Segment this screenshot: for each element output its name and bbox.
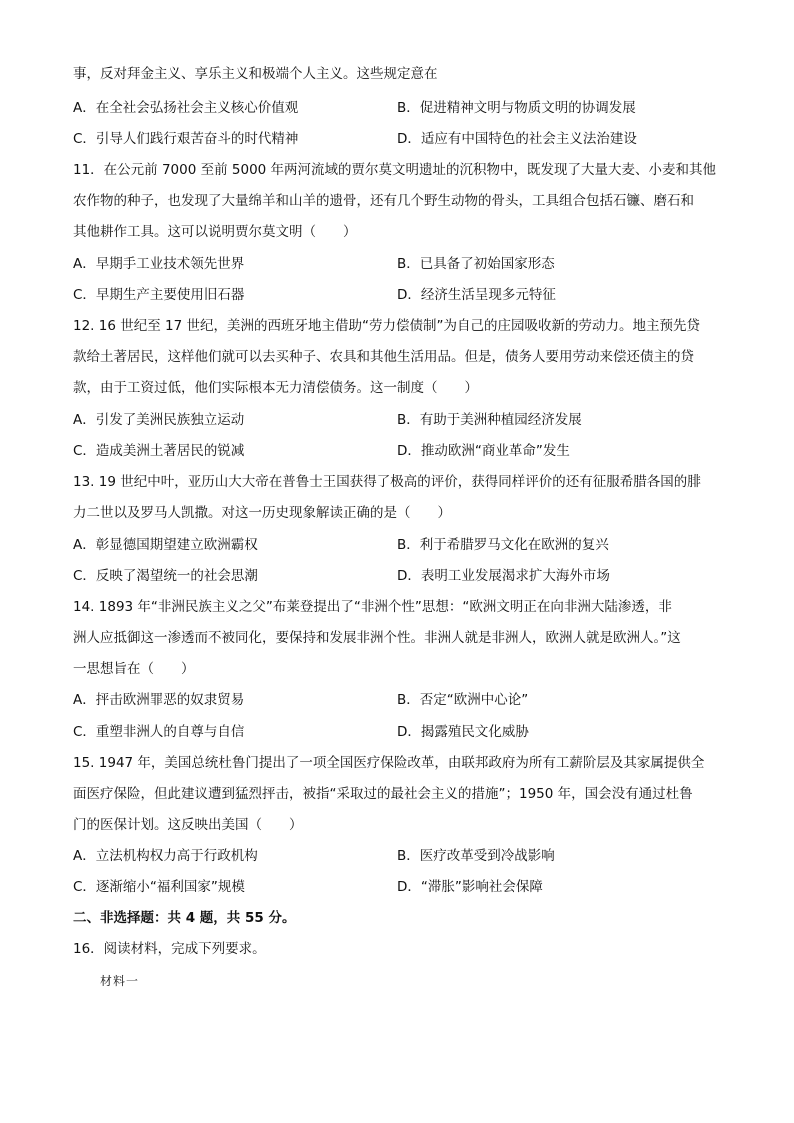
q10-option-a: A．在全社会弘扬社会主义核心价值观 [73,100,299,116]
q11-option-b: B．已具备了初始国家形态 [397,256,555,272]
q14-option-d: D．揭露殖民文化威胁 [397,724,529,740]
q11-option-d: D．经济生活呈现多元特征 [397,287,556,303]
intro-line: 事，反对拜金主义、享乐主义和极端个人主义。这些规定意在 [73,66,438,82]
q15-option-a: A．立法机构权力高于行政机构 [73,848,258,864]
q13-option-a: A．彰显德国期望建立欧洲霸权 [73,537,258,553]
q11-line-3: 其他耕作工具。这可以说明贾尔莫文明（ ） [73,224,357,240]
q15-option-b: B．医疗改革受到冷战影响 [397,848,555,864]
q10-option-c: C．引导人们践行艰苦奋斗的时代精神 [73,131,299,147]
q15-line-2: 面医疗保险，但此建议遭到猛烈抨击，被指“采取过的最社会主义的措施”；1950 年，国会没有通过杜鲁 [73,786,693,802]
q14-option-b: B．否定“欧洲中心论” [397,692,529,708]
q10-option-b: B．促进精神文明与物质文明的协调发展 [397,100,636,116]
q10-option-d: D．适应有中国特色的社会主义法治建设 [397,131,637,147]
q12-option-a: A．引发了美洲民族独立运动 [73,412,245,428]
q14-option-a: A．抨击欧洲罪恶的奴隶贸易 [73,692,245,708]
q12-line-3: 款，由于工资过低，他们实际根本无力清偿债务。这一制度（ ） [73,380,478,396]
q14-line-2: 洲人应抵御这一渗透而不被同化，要保持和发展非洲个性。非洲人就是非洲人，欧洲人就是欧洲人。”这 [73,630,681,646]
q14-line-1: 14. 1893 年“非洲民族主义之父”布莱登提出了“非洲个性”思想：“欧洲文明正在向非洲大陆渗透，非 [73,599,672,615]
q12-option-b: B．有助于美洲种植园经济发展 [397,412,582,428]
q13-option-c: C．反映了渴望统一的社会思潮 [73,568,258,584]
q11-line-2: 农作物的种子，也发现了大量绵羊和山羊的遗骨，还有几个野生动物的骨头，工具组合包括石镰、磨石和 [73,193,694,209]
q12-option-d: D．推动欧洲“商业革命”发生 [397,443,570,459]
q15-option-d: D．“滞胀”影响社会保障 [397,879,543,895]
q15-option-c: C．逐渐缩小“福利国家”规模 [73,879,245,895]
q13-line-2: 力二世以及罗马人凯撒。对这一历史现象解读正确的是（ ） [73,505,451,521]
q11-option-a: A．早期手工业技术领先世界 [73,256,245,272]
q12-line-2: 款给土著居民，这样他们就可以去买种子、农具和其他生活用品。但是，债务人要用劳动来偿还债主的贷 [73,349,694,365]
q13-option-d: D．表明工业发展渴求扩大海外市场 [397,568,610,584]
q16-line: 16．阅读材料，完成下列要求。 [73,941,266,957]
material-label: 材料一 [100,974,140,988]
q13-option-b: B．利于希腊罗马文化在欧洲的复兴 [397,537,609,553]
q11-line-1: 11．在公元前 7000 至前 5000 年两河流域的贾尔莫文明遗址的沉积物中，既发现了大量大麦、小麦和其他 [73,162,717,178]
section-2-heading: 二、非选择题：共 4 题，共 55 分。 [73,910,296,926]
q11-option-c: C．早期生产主要使用旧石器 [73,287,245,303]
q14-line-3: 一思想旨在（ ） [73,661,195,677]
q12-option-c: C．造成美洲土著居民的锐减 [73,443,245,459]
q12-line-1: 12. 16 世纪至 17 世纪，美洲的西班牙地主借助“劳力偿债制”为自己的庄园吸收新的劳动力。地主预先贷 [73,318,700,334]
q13-line-1: 13. 19 世纪中叶，亚历山大大帝在普鲁士王国获得了极高的评价，获得同样评价的还有征服希腊各国的腓 [73,474,701,490]
q14-option-c: C．重塑非洲人的自尊与自信 [73,724,245,740]
q15-line-1: 15. 1947 年，美国总统杜鲁门提出了一项全国医疗保险改革，由联邦政府为所有工薪阶层及其家属提供全 [73,755,705,771]
q15-line-3: 门的医保计划。这反映出美国（ ） [73,817,303,833]
